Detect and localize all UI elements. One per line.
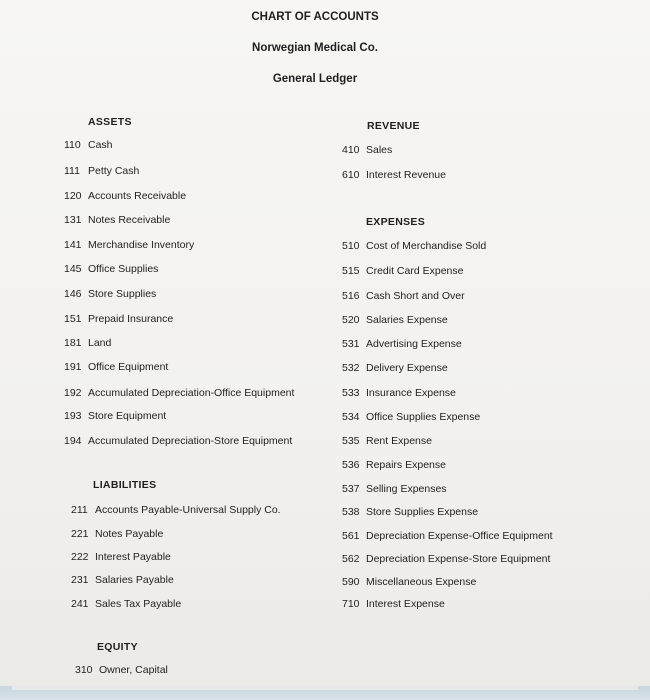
- account-number: 562: [342, 553, 360, 565]
- account-name: Office Supplies: [88, 263, 159, 275]
- account-number: 520: [342, 314, 360, 326]
- account-number: 510: [342, 240, 360, 252]
- account-number: 211: [71, 504, 88, 516]
- account-number: 151: [64, 313, 82, 325]
- account-name: Credit Card Expense: [366, 265, 464, 277]
- assets-account-row: [64, 214, 170, 226]
- account-name: Land: [88, 337, 112, 349]
- account-name: Notes Receivable: [88, 214, 171, 226]
- account-name: Salaries Expense: [366, 314, 448, 326]
- account-name: Office Supplies Expense: [366, 411, 481, 423]
- expenses-account-row: [342, 338, 462, 350]
- account-name: Owner, Capital: [99, 664, 168, 676]
- account-number: 110: [64, 139, 81, 151]
- account-number: 536: [342, 459, 360, 471]
- expenses-account-row: [342, 265, 463, 277]
- account-name: Insurance Expense: [366, 387, 456, 399]
- revenue-account-row: [342, 144, 392, 156]
- account-number: 537: [342, 483, 360, 495]
- assets-account-row: [64, 239, 194, 251]
- account-number: 111: [64, 165, 80, 177]
- assets-account-row: [64, 190, 186, 202]
- account-number: 181: [64, 337, 82, 349]
- assets-account-row: [64, 139, 113, 151]
- account-name: Petty Cash: [88, 165, 140, 177]
- account-name: Interest Expense: [366, 598, 445, 610]
- account-number: 241: [71, 598, 89, 610]
- account-number: 534: [342, 411, 360, 423]
- liabilities-account-row: [71, 598, 181, 610]
- account-name: Interest Revenue: [366, 169, 446, 181]
- assets-account-row: [64, 387, 294, 399]
- assets-account-row: [64, 435, 292, 447]
- account-name: Cash Short and Over: [366, 290, 465, 302]
- expenses-account-row: [342, 576, 476, 588]
- account-name: Depreciation Expense-Store Equipment: [366, 553, 551, 565]
- account-number: 145: [64, 263, 82, 275]
- bottom-edge: [0, 686, 650, 700]
- expenses-account-row: [342, 435, 432, 447]
- expenses-account-row: [342, 314, 448, 326]
- account-number: 535: [342, 435, 360, 447]
- account-number: 410: [342, 144, 360, 156]
- expenses-account-row: [342, 240, 486, 252]
- account-number: 192: [64, 387, 82, 399]
- account-name: Depreciation Expense-Office Equipment: [366, 530, 553, 542]
- liabilities-account-row: [71, 551, 171, 563]
- account-name: Store Supplies Expense: [366, 506, 479, 518]
- account-name: Prepaid Insurance: [88, 313, 174, 325]
- account-name: Accounts Payable-Universal Supply Co.: [95, 504, 281, 516]
- expenses-heading: EXPENSES: [366, 216, 426, 228]
- liabilities-account-row: [71, 528, 163, 540]
- revenue-account-row: [342, 169, 446, 181]
- account-name: Accumulated Depreciation-Store Equipment: [88, 435, 293, 447]
- account-number: 222: [71, 551, 89, 563]
- account-name: Miscellaneous Expense: [366, 576, 477, 588]
- account-number: 191: [64, 361, 82, 373]
- expenses-account-row: [342, 411, 480, 423]
- account-name: Repairs Expense: [366, 459, 446, 471]
- page-title: CHART OF ACCOUNTS: [251, 11, 379, 23]
- expenses-account-row: [342, 387, 456, 399]
- expenses-account-row: [342, 553, 550, 565]
- assets-account-row: [64, 410, 166, 422]
- account-name: Notes Payable: [95, 528, 164, 540]
- equity-heading: EQUITY: [97, 641, 138, 653]
- account-number: 590: [342, 576, 360, 588]
- ledger-subtitle: General Ledger: [272, 73, 358, 85]
- assets-heading: ASSETS: [88, 116, 132, 128]
- equity-account-row: [75, 664, 168, 676]
- revenue-heading: REVENUE: [367, 120, 420, 132]
- assets-account-row: [64, 361, 168, 373]
- account-number: 221: [71, 528, 89, 540]
- account-name: Advertising Expense: [366, 338, 462, 350]
- account-number: 610: [342, 169, 360, 181]
- account-number: 310: [75, 664, 93, 676]
- expenses-account-row: [342, 362, 448, 374]
- account-number: 532: [342, 362, 360, 374]
- account-number: 515: [342, 265, 360, 277]
- account-name: Accounts Receivable: [88, 190, 187, 202]
- assets-account-row: [64, 288, 156, 300]
- account-number: 120: [64, 190, 82, 202]
- account-name: Interest Payable: [95, 551, 171, 563]
- account-name: Cost of Merchandise Sold: [366, 240, 487, 252]
- account-name: Store Equipment: [88, 410, 167, 422]
- account-name: Delivery Expense: [366, 362, 448, 374]
- company-name: Norwegian Medical Co.: [252, 42, 378, 54]
- liabilities-account-row: [71, 574, 174, 586]
- account-number: 193: [64, 410, 82, 422]
- liabilities-account-row: [71, 504, 281, 516]
- expenses-account-row: [342, 530, 553, 542]
- account-number: 141: [64, 239, 82, 251]
- account-number: 194: [64, 435, 82, 447]
- assets-account-row: [64, 263, 158, 275]
- expenses-account-row: [342, 506, 478, 518]
- account-name: Sales: [366, 144, 393, 156]
- account-name: Merchandise Inventory: [88, 239, 195, 251]
- account-number: 231: [71, 574, 89, 586]
- liabilities-heading: LIABILITIES: [93, 479, 157, 491]
- expenses-account-row: [342, 598, 445, 610]
- expenses-account-row: [342, 483, 447, 495]
- account-name: Office Equipment: [88, 361, 169, 373]
- account-name: Store Supplies: [88, 288, 157, 300]
- account-name: Rent Expense: [366, 435, 432, 447]
- account-number: 710: [342, 598, 360, 610]
- account-number: 538: [342, 506, 360, 518]
- account-name: Sales Tax Payable: [95, 598, 182, 610]
- account-name: Selling Expenses: [366, 483, 447, 495]
- assets-account-row: [64, 165, 139, 177]
- account-number: 561: [342, 530, 360, 542]
- account-name: Accumulated Depreciation-Office Equipment: [88, 387, 295, 399]
- account-number: 131: [64, 214, 82, 226]
- account-number: 516: [342, 290, 360, 302]
- account-number: 533: [342, 387, 360, 399]
- account-number: 531: [342, 338, 360, 350]
- assets-account-row: [64, 337, 111, 349]
- account-number: 146: [64, 288, 82, 300]
- account-name: Cash: [88, 139, 113, 151]
- account-name: Salaries Payable: [95, 574, 174, 586]
- expenses-account-row: [342, 459, 446, 471]
- expenses-account-row: [342, 290, 465, 302]
- assets-account-row: [64, 313, 173, 325]
